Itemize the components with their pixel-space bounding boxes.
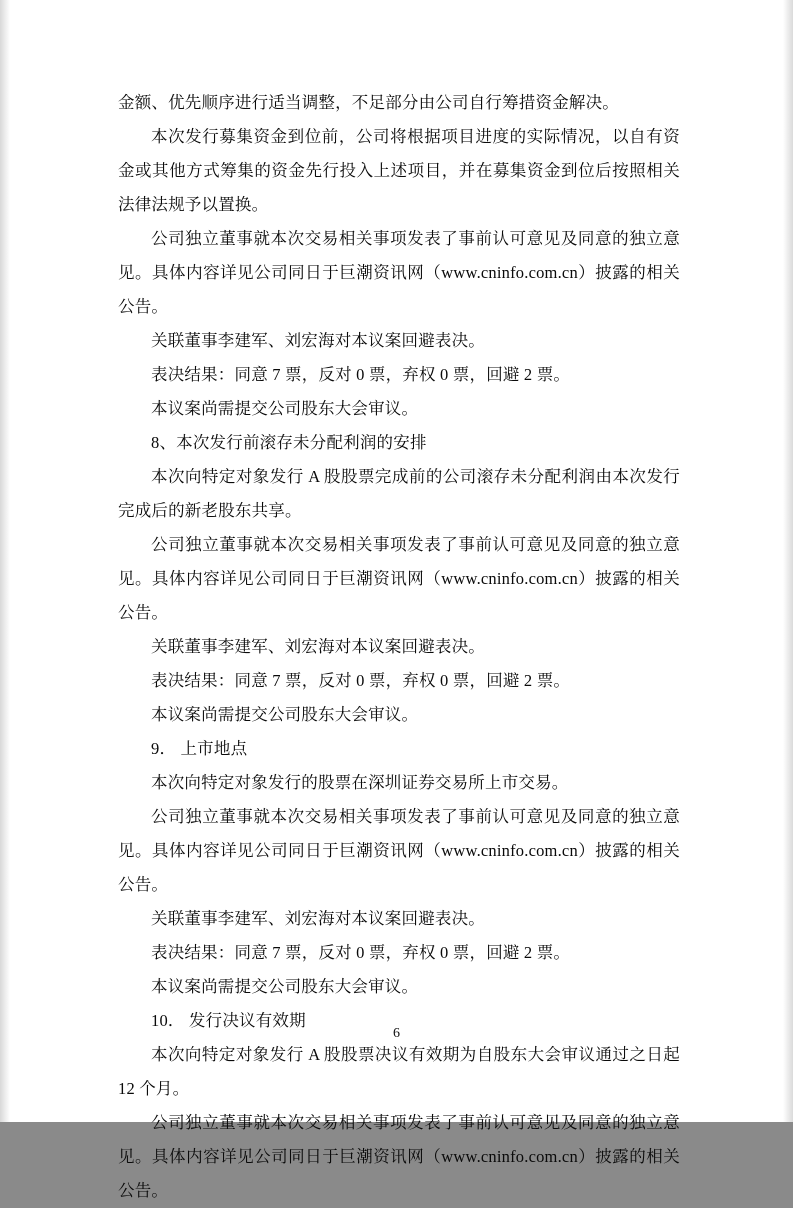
paragraph: 本议案尚需提交公司股东大会审议。 xyxy=(151,399,419,418)
paragraph: 公司独立董事就本次交易相关事项发表了事前认可意见及同意的独立意见。具体内容详见公司同日于巨潮资讯网（www.cninfo.com.cn）披露的相关公告。 xyxy=(118,229,680,316)
paragraph: 本次发行募集资金到位前，公司将根据项目进度的实际情况，以自有资金或其他方式筹集的资金先行投入上述项目，并在募集资金到位后按照相关法律法规予以置换。 xyxy=(118,127,680,214)
paragraph: 表决结果：同意 7 票，反对 0 票，弃权 0 票，回避 2 票。 xyxy=(151,943,571,962)
paragraph: 公司独立董事就本次交易相关事项发表了事前认可意见及同意的独立意见。具体内容详见公司同日于巨潮资讯网（www.cninfo.com.cn）披露的相关公告。 xyxy=(118,535,680,622)
section-heading: 8、本次发行前滚存未分配利润的安排 xyxy=(151,433,427,452)
paragraph: 公司独立董事就本次交易相关事项发表了事前认可意见及同意的独立意见。具体内容详见公司同日于巨潮资讯网（www.cninfo.com.cn）披露的相关公告。 xyxy=(118,807,680,894)
paragraph: 公司独立董事就本次交易相关事项发表了事前认可意见及同意的独立意见。具体内容详见公司同日于巨潮资讯网（www.cninfo.com.cn）披露的相关公告。 xyxy=(118,1113,680,1200)
paragraph: 表决结果：同意 7 票，反对 0 票，弃权 0 票，回避 2 票。 xyxy=(151,365,571,384)
paragraph: 本次向特定对象发行 A 股股票决议有效期为自股东大会审议通过之日起 12 个月。 xyxy=(118,1045,680,1098)
section-heading: 10． 发行决议有效期 xyxy=(151,1011,306,1030)
paragraph: 金额、优先顺序进行适当调整，不足部分由公司自行筹措资金解决。 xyxy=(118,93,619,112)
paragraph: 关联董事李建军、刘宏海对本议案回避表决。 xyxy=(151,909,485,928)
paragraph: 本议案尚需提交公司股东大会审议。 xyxy=(151,977,419,996)
section-heading: 9． 上市地点 xyxy=(151,739,248,758)
paragraph: 本次向特定对象发行 A 股股票完成前的公司滚存未分配利润由本次发行完成后的新老股东共享。 xyxy=(118,467,680,520)
paragraph: 本议案尚需提交公司股东大会审议。 xyxy=(151,705,419,724)
paragraph: 关联董事李建军、刘宏海对本议案回避表决。 xyxy=(151,637,485,656)
page-number: 6 xyxy=(393,1026,400,1041)
paragraph: 关联董事李建军、刘宏海对本议案回避表决。 xyxy=(151,331,485,350)
paragraph: 本次向特定对象发行的股票在深圳证券交易所上市交易。 xyxy=(151,773,569,792)
paragraph: 表决结果：同意 7 票，反对 0 票，弃权 0 票，回避 2 票。 xyxy=(151,671,571,690)
